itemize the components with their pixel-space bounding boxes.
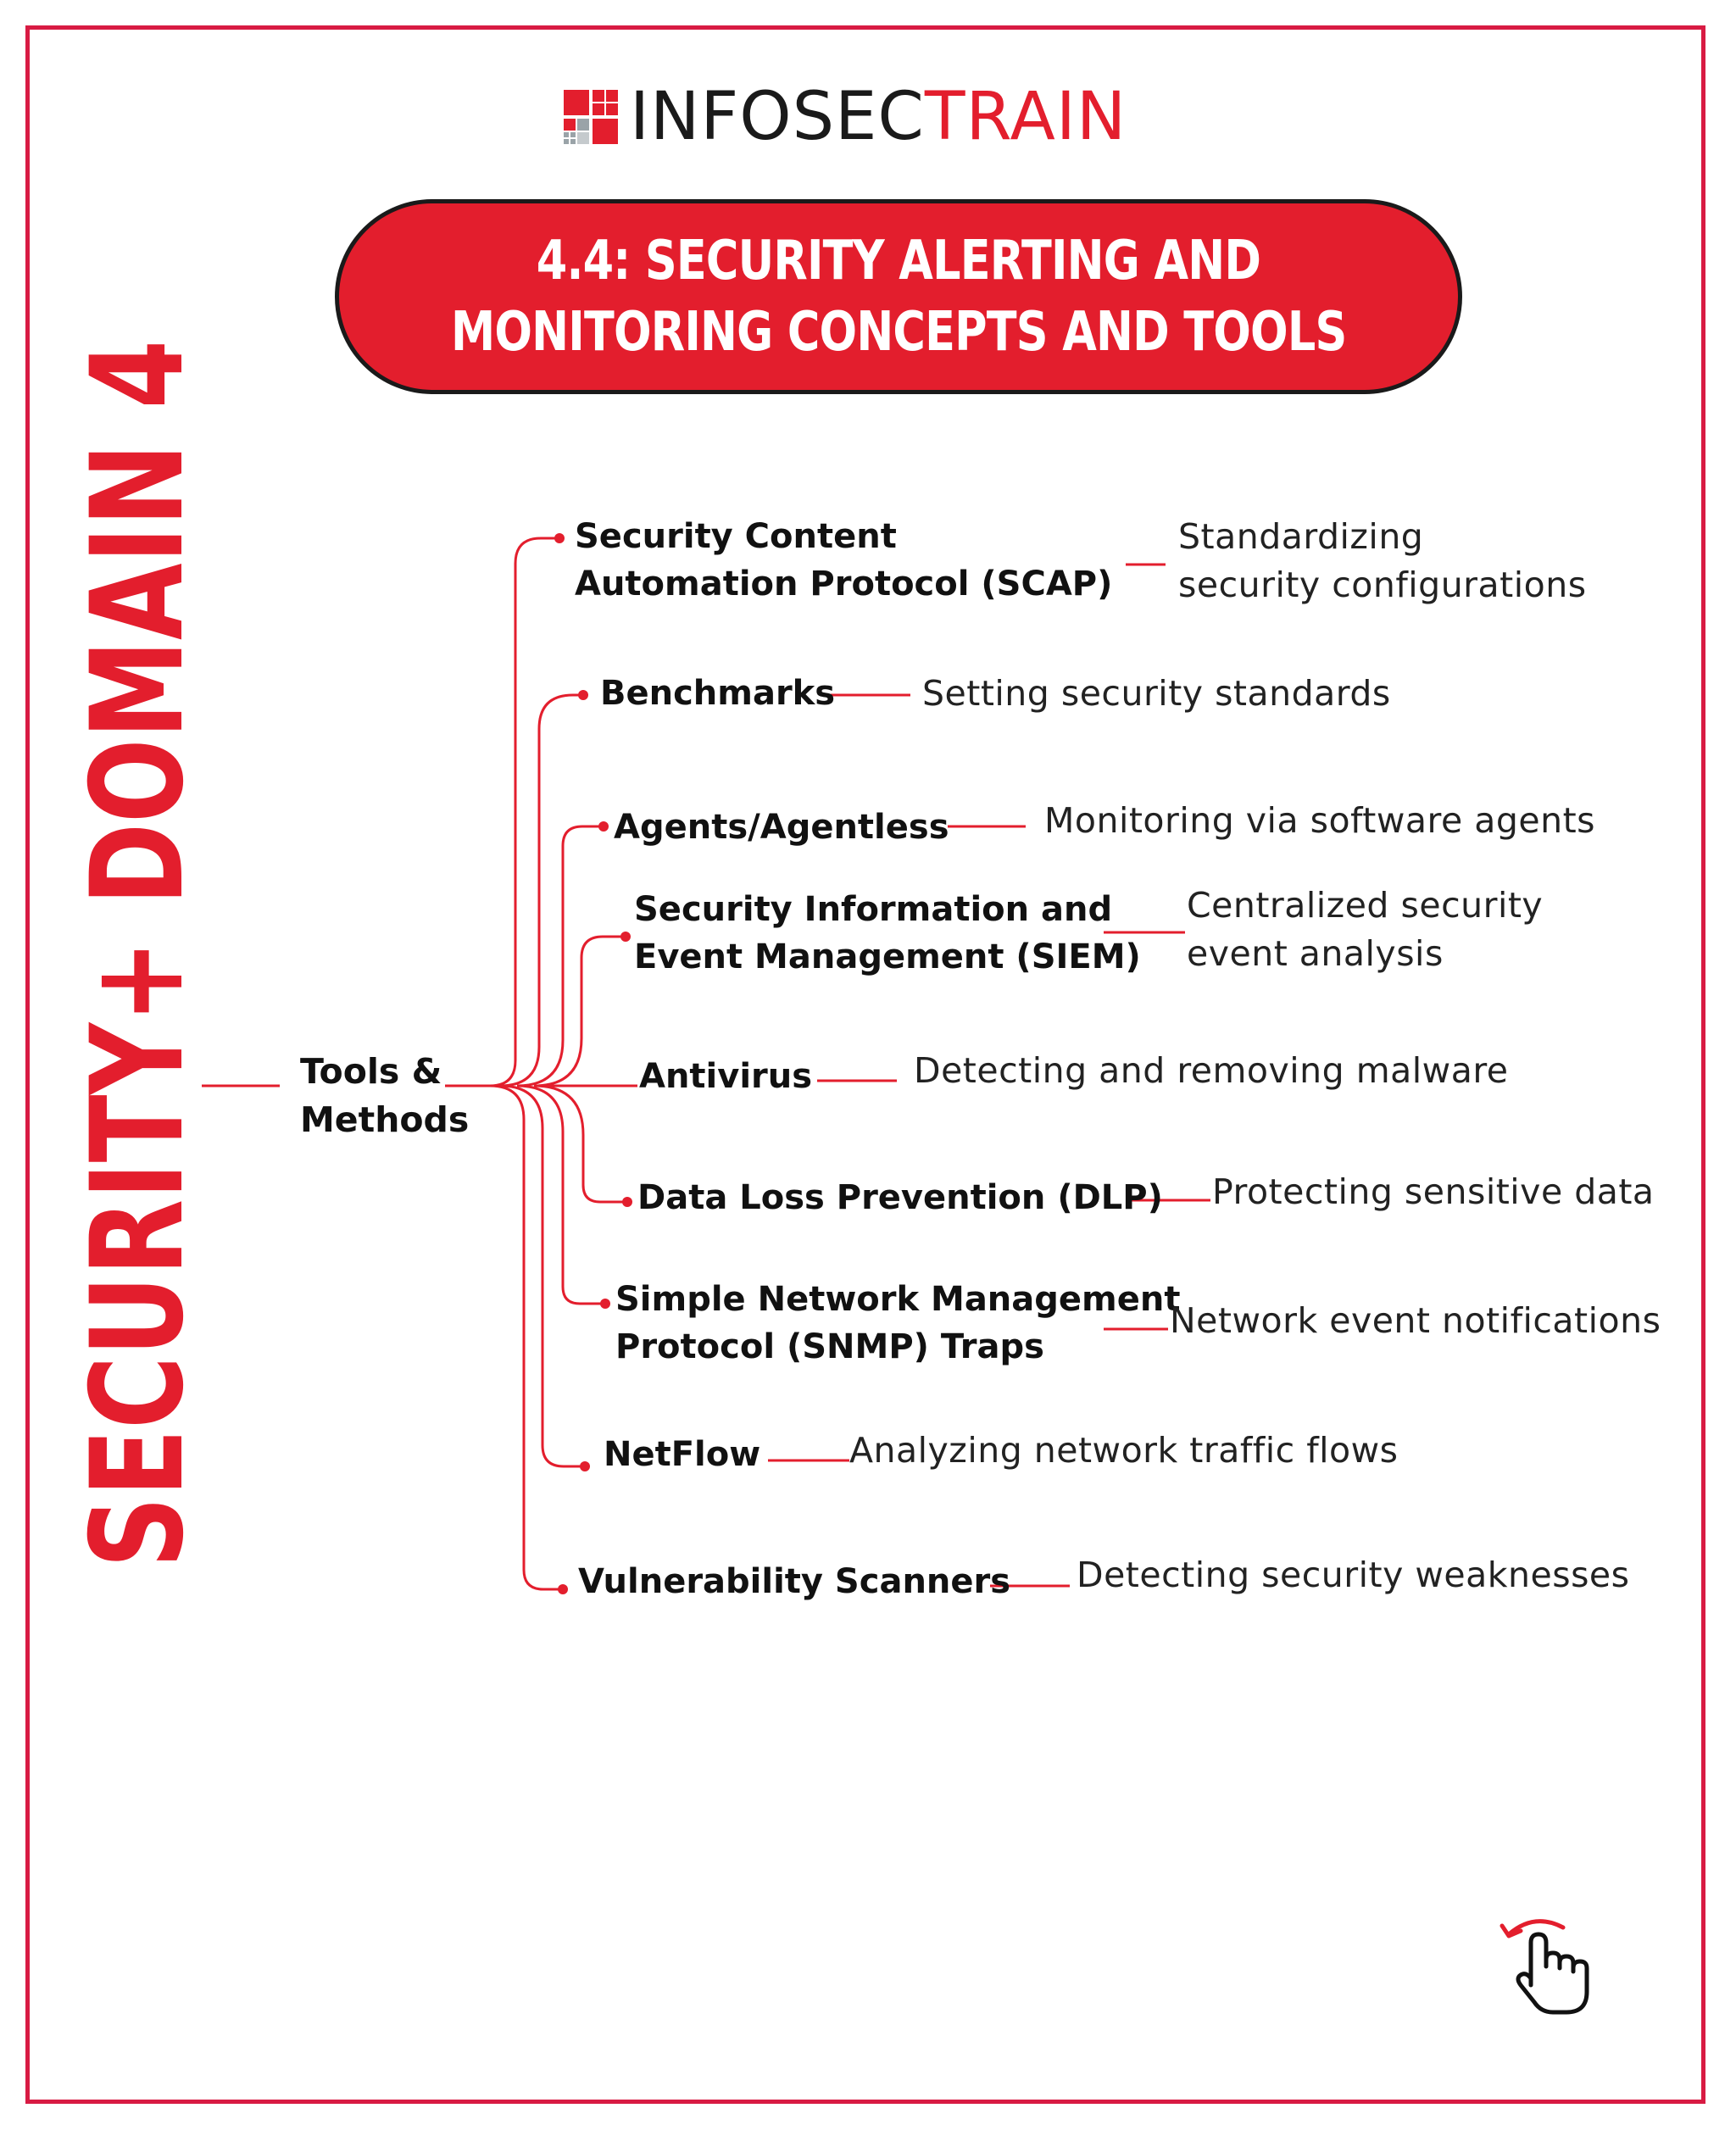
item-label-line-2: Event Management (SIEM): [634, 937, 1141, 976]
item-desc-agents: Monitoring via software agents: [1044, 800, 1595, 841]
root-node-line-1: Tools &: [300, 1051, 442, 1092]
item-desc-siem: [1187, 882, 1543, 978]
connector-branch-agents: [517, 826, 604, 1086]
item-label-benchmarks: Benchmarks: [600, 674, 836, 713]
item-label-antivirus: Antivirus: [639, 1057, 813, 1096]
item-label-scanners: Vulnerability Scanners: [578, 1562, 1011, 1601]
item-label-netflow: NetFlow: [604, 1435, 761, 1474]
item-label-line-2: Protocol (SNMP) Traps: [615, 1327, 1044, 1366]
item-desc-benchmarks: Setting security standards: [922, 673, 1391, 714]
item-desc-line-1: Standardizing: [1178, 516, 1424, 557]
connector-branch-scap: [490, 538, 559, 1086]
dot-agents: [598, 821, 609, 832]
dot-siem: [620, 932, 631, 942]
item-desc-dlp: Protecting sensitive data: [1212, 1171, 1655, 1212]
item-desc-line-2: event analysis: [1187, 933, 1444, 974]
title-line-2: MONITORING CONCEPTS AND TOOLS: [450, 301, 1347, 364]
item-label-siem: [634, 886, 1141, 981]
item-label-scap: [575, 513, 1112, 608]
dot-scanners: [558, 1584, 568, 1594]
connector-branch-netflow: [500, 1086, 585, 1466]
item-desc-antivirus: Detecting and removing malware: [914, 1050, 1509, 1091]
connector-branch-snmp: [517, 1086, 605, 1304]
dot-snmp: [600, 1299, 610, 1309]
dot-benchmarks: [578, 690, 588, 700]
item-desc-line-2: security configurations: [1178, 565, 1587, 605]
connector-branch-siem: [534, 937, 626, 1086]
brand-name-part-a: INFOSEC: [630, 79, 925, 155]
item-label-dlp: Data Loss Prevention (DLP): [637, 1178, 1163, 1217]
item-desc-snmp: Network event notifications: [1170, 1300, 1661, 1341]
dot-dlp: [622, 1197, 632, 1207]
side-label-text: SECURITY+ DOMAIN 4: [64, 339, 212, 1568]
title-line-1: 4.4: SECURITY ALERTING AND: [536, 230, 1261, 292]
item-label-line-1: Simple Network Management: [615, 1280, 1181, 1319]
item-label-line-1: Security Content: [575, 517, 897, 556]
root-node-line-2: Methods: [300, 1099, 470, 1140]
connector-branch-dlp: [534, 1086, 627, 1202]
brand-name-part-b: TRAIN: [924, 79, 1127, 155]
dot-netflow: [580, 1461, 590, 1471]
item-desc-scanners: Detecting security weaknesses: [1077, 1555, 1630, 1595]
root-node: [300, 1048, 469, 1144]
item-desc-line-1: Centralized security: [1187, 885, 1544, 926]
item-desc-scap: [1178, 513, 1587, 609]
item-label-agents: Agents/Agentless: [614, 808, 949, 847]
item-label-line-2: Automation Protocol (SCAP): [575, 565, 1113, 604]
dot-scap: [554, 533, 565, 543]
connector-branch-benchmarks: [500, 695, 583, 1086]
swipe-hand-icon: [1492, 1907, 1602, 2022]
item-label-line-1: Security Information and: [634, 890, 1113, 929]
item-desc-netflow: Analyzing network traffic flows: [849, 1430, 1399, 1471]
item-label-snmp: [615, 1276, 1180, 1371]
connector-branch-scanners: [490, 1086, 563, 1589]
